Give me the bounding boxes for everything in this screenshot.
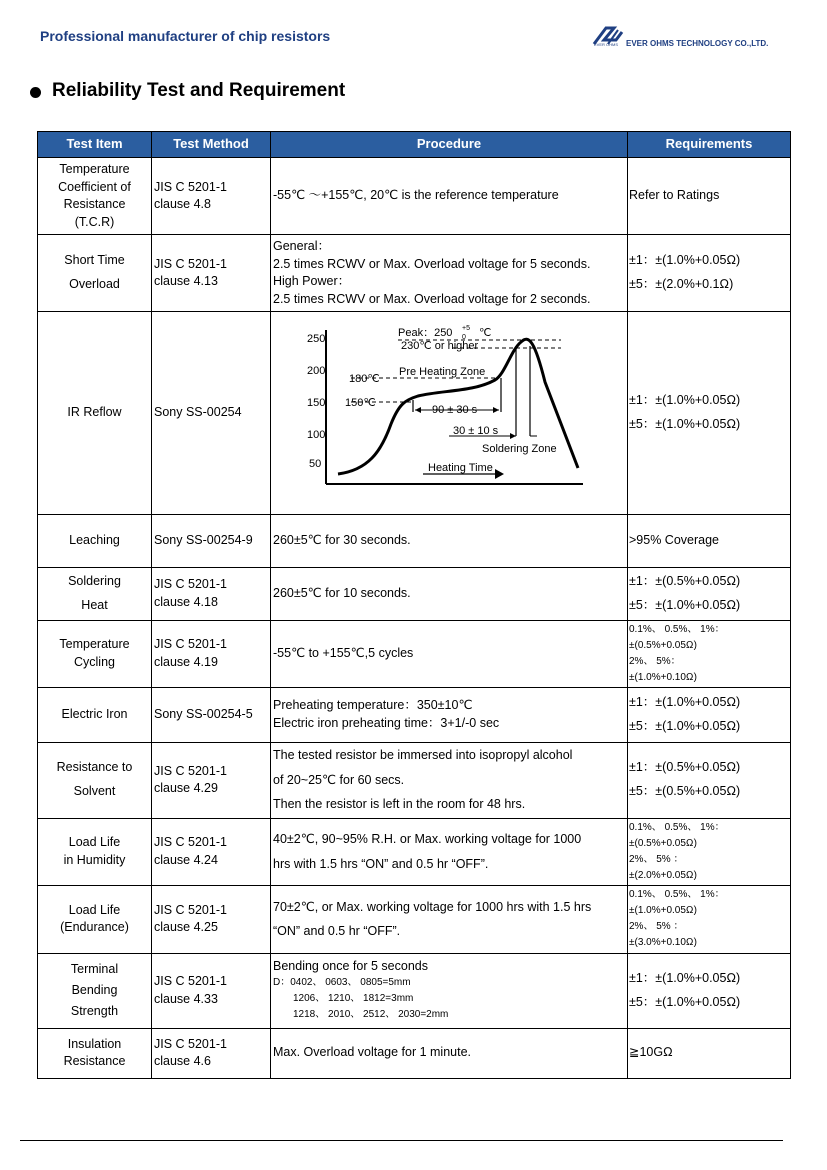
method-line: clause 4.13 [154, 274, 218, 288]
requirement-line: ±(2.0%+0.05Ω) [629, 869, 697, 881]
procedure [271, 818, 628, 885]
procedure [271, 567, 628, 620]
y-tick-label: 250 [307, 333, 326, 345]
item-line: Coefficient of [58, 179, 131, 194]
requirement-line: ±(1.0%+0.10Ω) [629, 671, 697, 683]
item-line: Terminal [70, 961, 119, 976]
procedure-line: D：0402、 0603、 0805=5mm [273, 977, 411, 989]
y-tick-label: 150 [307, 397, 326, 409]
test-method [152, 312, 271, 515]
table-row [38, 742, 791, 818]
procedure-line: 2.5 times RCWV or Max. Overload voltage for 5 seconds. [273, 256, 591, 271]
method-line: clause 4.33 [154, 991, 218, 1006]
company-logo [592, 24, 792, 54]
requirement-line: ±1：±(1.0%+0.05Ω) [629, 694, 741, 709]
requirement-line: ±5：±(2.0%+0.1Ω) [629, 277, 734, 291]
section-heading [30, 80, 345, 102]
test-item [38, 885, 152, 953]
procedure-line: 2.5 times RCWV or Max. Overload voltage for 2 seconds. [273, 291, 591, 306]
y-tick-label: 200 [307, 365, 326, 377]
section-title: Reliability Test and Requirement [52, 80, 346, 101]
table-row [38, 687, 791, 742]
test-item [38, 312, 152, 515]
procedure [271, 158, 628, 235]
item-line: Load Life [68, 835, 121, 849]
item-line: Short Time [64, 253, 125, 268]
method-line: JIS C 5201-1 [154, 902, 227, 917]
requirement-line: Refer to Ratings [629, 188, 720, 203]
y-tick-label: 50 [309, 458, 322, 470]
requirement-line: ±(0.5%+0.05Ω) [629, 639, 697, 651]
requirement-line: 2%、 5% ： [629, 853, 684, 865]
col-test-method: Test Method [152, 132, 271, 158]
table-row [38, 1028, 791, 1078]
procedure [271, 620, 628, 687]
method-line: clause 4.19 [154, 654, 218, 669]
item-line: (T.C.R) [74, 214, 115, 229]
procedure-line: 260±5℃ for 10 seconds. [273, 585, 411, 600]
arrow-head-icon [495, 469, 504, 479]
procedure [271, 953, 628, 1028]
procedure-line: Electric iron preheating time：3+1/-0 sec [273, 715, 500, 730]
item-line: Leaching [69, 532, 120, 547]
method-line: Sony SS-00254-5 [154, 706, 253, 721]
item-line: Soldering [68, 573, 121, 588]
requirement-line: 0.1%、 0.5%、 1%： [629, 821, 725, 833]
requirement-line: 2%、 5% ： [629, 921, 684, 932]
x-axis-label: Heating Time [428, 462, 493, 474]
requirements [628, 620, 791, 687]
requirements [628, 687, 791, 742]
method-line: JIS C 5201-1 [154, 179, 227, 194]
procedure-line: 260±5℃ for 30 seconds. [273, 532, 411, 547]
peak-tolerance-sub: 0 [462, 334, 466, 341]
item-line: Strength [70, 1004, 119, 1019]
label-180: 180℃ [349, 373, 380, 385]
requirements [628, 567, 791, 620]
above-230-label: 230℃ or higher [401, 340, 479, 352]
ir-reflow-profile-diagram [273, 312, 627, 508]
procedure [271, 687, 628, 742]
requirements [628, 742, 791, 818]
method-line: JIS C 5201-1 [154, 974, 227, 988]
method-line: clause 4.6 [154, 1054, 211, 1068]
table-row [38, 514, 791, 567]
col-procedure: Procedure [271, 132, 628, 158]
logo-small-text: EVER OHMS [594, 42, 619, 47]
test-method [152, 1028, 271, 1078]
requirement-line: ±1：±(1.0%+0.05Ω) [629, 253, 741, 268]
item-line: in Humidity [63, 852, 126, 867]
test-item [38, 514, 152, 567]
solder-zone-label: Soldering Zone [482, 443, 557, 455]
peak-unit: ℃ [479, 327, 492, 339]
procedure-line: General： [273, 239, 330, 253]
method-line: JIS C 5201-1 [154, 1036, 227, 1051]
requirements [628, 885, 791, 953]
table-row [38, 818, 791, 885]
procedure-line: The tested resistor be immersed into isopropyl alcohol [273, 748, 573, 763]
test-method [152, 235, 271, 312]
label-150: 150℃ [345, 397, 376, 409]
test-method [152, 742, 271, 818]
requirement-line: ±5：±(1.0%+0.05Ω) [629, 597, 741, 612]
item-line: IR Reflow [67, 405, 122, 419]
procedure [271, 312, 628, 515]
y-tick-label: 100 [307, 429, 326, 441]
method-line: JIS C 5201-1 [154, 637, 227, 651]
requirement-line: ≧10GΩ [629, 1045, 673, 1060]
test-item [38, 158, 152, 235]
table-row [38, 620, 791, 687]
item-line: Resistance [63, 1054, 126, 1068]
test-method [152, 687, 271, 742]
item-line: Resistance [63, 197, 126, 211]
test-method [152, 514, 271, 567]
requirement-line: ±1：±(0.5%+0.05Ω) [629, 760, 741, 775]
requirement-line: 2%、 5%： [629, 655, 681, 667]
table-row [38, 885, 791, 953]
requirement-line: ±5：±(0.5%+0.05Ω) [629, 784, 741, 798]
col-test-item: Test Item [38, 132, 152, 158]
table-header-row [38, 132, 791, 158]
test-method [152, 620, 271, 687]
procedure-line: 70±2℃, or Max. working voltage for 1000 hrs with 1.5 hrs [273, 899, 592, 914]
method-line: clause 4.29 [154, 781, 218, 795]
table-row [38, 158, 791, 235]
test-method [152, 953, 271, 1028]
method-line: clause 4.18 [154, 594, 218, 609]
procedure [271, 235, 628, 312]
procedure [271, 1028, 628, 1078]
requirement-line: ±5：±(1.0%+0.05Ω) [629, 416, 741, 431]
method-line: clause 4.8 [154, 197, 211, 211]
procedure-line: Max. Overload voltage for 1 minute. [273, 1045, 472, 1060]
method-line: Sony SS-00254-9 [154, 532, 253, 547]
item-line: (Endurance) [60, 920, 129, 934]
arrow-head-icon [415, 407, 421, 413]
item-line: Bending [71, 982, 118, 997]
procedure-line: Preheating temperature：350±10℃ [273, 698, 473, 712]
bullet-icon [30, 87, 41, 98]
procedure-line: -55℃ ～+155℃, 20℃ is the reference temperature [273, 188, 559, 203]
procedure-line: 40±2℃, 90~95% R.H. or Max. working voltage for 1000 [273, 832, 582, 847]
item-line: Temperature [59, 637, 130, 651]
requirements [628, 158, 791, 235]
method-line: clause 4.24 [154, 852, 218, 867]
item-line: Overload [69, 277, 120, 291]
item-line: Cycling [74, 654, 115, 669]
requirements [628, 953, 791, 1028]
method-line: JIS C 5201-1 [154, 763, 227, 778]
procedure [271, 514, 628, 567]
test-item [38, 953, 152, 1028]
procedure-line: 1218、 2010、 2512、 2030=2mm [293, 1009, 449, 1021]
test-item [38, 235, 152, 312]
table-row [38, 235, 791, 312]
requirement-line: ±1：±(1.0%+0.05Ω) [629, 970, 741, 985]
requirements [628, 818, 791, 885]
procedure-line: High Power： [273, 274, 351, 288]
procedure-line: Bending once for 5 seconds [273, 958, 428, 973]
requirement-line: ±1：±(0.5%+0.05Ω) [629, 573, 741, 588]
requirements [628, 514, 791, 567]
requirement-line: 0.1%、 0.5%、 1%： [629, 623, 725, 635]
requirement-line: ±(1.0%+0.05Ω) [629, 905, 697, 916]
requirements [628, 235, 791, 312]
procedure-line: -55℃ to +155℃,5 cycles [273, 645, 414, 660]
item-line: Resistance to [56, 760, 133, 775]
test-method [152, 885, 271, 953]
test-item [38, 818, 152, 885]
requirement-line: ±(0.5%+0.05Ω) [629, 837, 697, 849]
procedure-line: “ON” and 0.5 hr “OFF”. [273, 924, 401, 938]
requirements [628, 312, 791, 515]
test-method [152, 158, 271, 235]
method-line: JIS C 5201-1 [154, 256, 227, 271]
test-item [38, 742, 152, 818]
item-line: Heat [81, 597, 108, 612]
requirement-line: ±1：±(1.0%+0.05Ω) [629, 393, 741, 407]
procedure-line: of 20~25℃ for 60 secs. [273, 772, 405, 787]
preheat-zone-label: Pre Heating Zone [399, 366, 486, 378]
method-line: JIS C 5201-1 [154, 577, 227, 591]
requirement-line: ±5：±(1.0%+0.05Ω) [629, 718, 741, 733]
test-method [152, 818, 271, 885]
item-line: Load Life [68, 902, 121, 917]
table-row [38, 312, 791, 515]
footer-divider [20, 1140, 783, 1141]
arrow-head-icon [493, 407, 499, 413]
peak-label: Peak：250 [398, 327, 453, 339]
preheat-time-label: 90 ± 30 s [432, 404, 478, 416]
reliability-table [37, 131, 791, 1079]
table-row [38, 567, 791, 620]
test-item [38, 620, 152, 687]
col-requirements: Requirements [628, 132, 791, 158]
test-item [38, 567, 152, 620]
requirement-line: 0.1%、 0.5%、 1%： [629, 889, 725, 900]
procedure-line: 1206、 1210、 1812=3mm [293, 993, 414, 1005]
company-name: EVER OHMS TECHNOLOGY CO.,LTD. [626, 39, 769, 48]
procedure-line: Then the resistor is left in the room for 48 hrs. [273, 797, 526, 812]
procedure [271, 885, 628, 953]
test-item [38, 687, 152, 742]
test-item [38, 1028, 152, 1078]
header-title: Professional manufacturer of chip resistors [40, 28, 331, 44]
solder-time-label: 30 ± 10 s [453, 425, 499, 437]
item-line: Insulation [67, 1036, 122, 1051]
requirement-line: >95% Coverage [629, 532, 719, 547]
method-line: JIS C 5201-1 [154, 835, 227, 849]
requirement-line: ±5：±(1.0%+0.05Ω) [629, 994, 741, 1009]
requirement-line: ±(3.0%+0.10Ω) [629, 937, 697, 948]
method-line: clause 4.25 [154, 920, 218, 934]
test-method [152, 567, 271, 620]
item-line: Solvent [73, 784, 116, 798]
method-line: Sony SS-00254 [154, 405, 242, 419]
item-line: Temperature [59, 162, 130, 176]
requirements [628, 1028, 791, 1078]
procedure-line: hrs with 1.5 hrs “ON” and 0.5 hr “OFF”. [273, 856, 489, 871]
arrow-head-icon [510, 433, 516, 439]
table-row [38, 953, 791, 1028]
peak-tolerance-sup: +5 [462, 325, 470, 332]
item-line: Electric Iron [61, 706, 128, 721]
procedure [271, 742, 628, 818]
